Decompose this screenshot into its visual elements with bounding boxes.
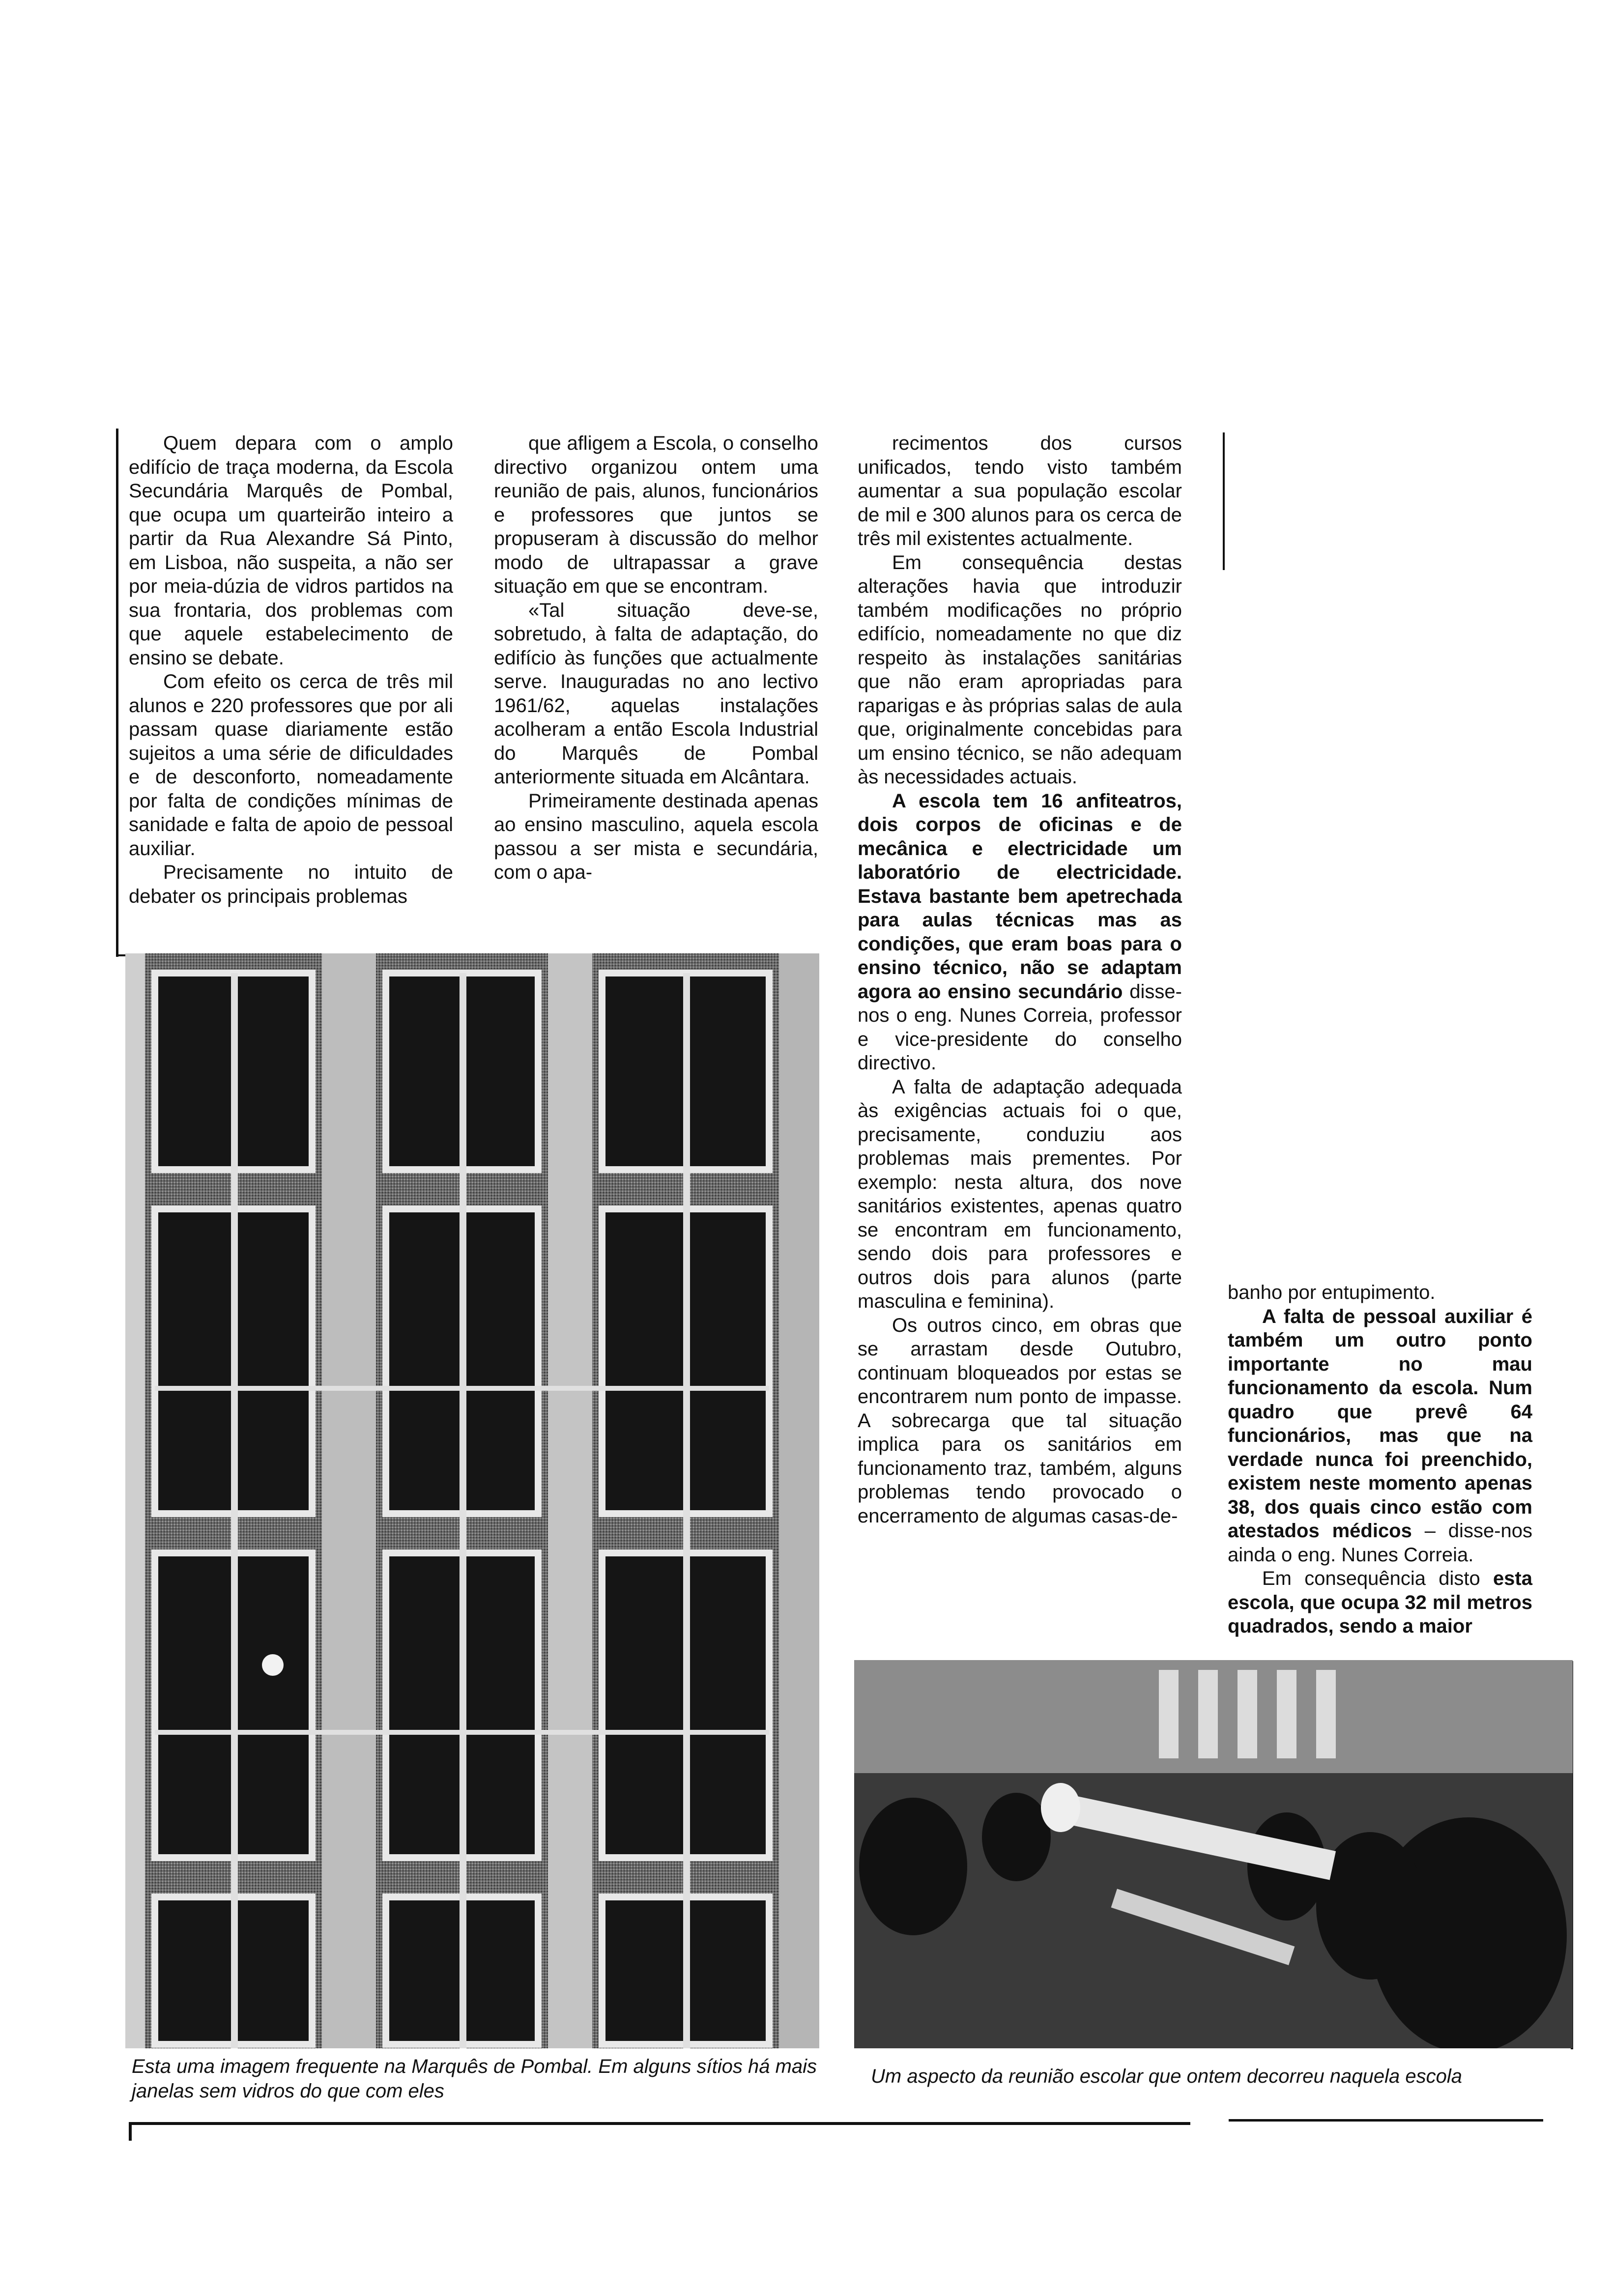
building-facade-image	[125, 953, 819, 2048]
paragraph: que afligem a Escola, o conselho directivo organizou ontem uma reunião de pais, alunos, funcionários e professores que juntos se propuseram à discussão do melhor modo de ultrapassar a grave situação em que se encontram.	[494, 432, 818, 597]
meeting-room-image	[854, 1660, 1573, 2048]
bold-text: A falta de pessoal auxiliar é também um outro ponto importante no mau funcionamento da escola. Num quadro que prevê 64 funcionários, mas que na verdade nunca foi preenchido, existem neste momento apenas 38, dos quais cinco estão com atestados médicos	[1228, 1305, 1532, 1542]
bold-text: esta escola, que ocupa 32 mil metros quadrados, sendo a maior	[1228, 1568, 1532, 1637]
building-photo	[125, 953, 819, 2048]
bold-text: A escola tem 16 anfiteatros, dois corpos de oficinas e de mecânica e electricidade um laboratório de electricidade. Estava bastante bem apetrechada para aulas técnicas mas as condições, que eram boas para o ensino técnico, não se adaptam agora ao ensino secundário	[858, 790, 1182, 1003]
bottom-rule-left	[129, 2122, 1190, 2125]
paragraph-tail: – disse-nos ainda o eng. Nunes Correia.	[1228, 1520, 1532, 1566]
bottom-left-tick	[129, 2122, 132, 2141]
paragraph: Quem depara com o amplo edifício de traça moderna, da Escola Secundária Marquês de Pombal, que ocupa um quarteirão inteiro a partir da Rua Alexandre Sá Pinto, em Lisboa, não suspeita, a não ser por meia-dúzia de vidros partidos na sua frontaria, dos problemas com que aquele estabelecimento de ensino se debate.	[129, 432, 453, 669]
paragraph: Em consequência destas alterações havia que introduzir também modificações no próprio edifício, nomeadamente no que diz respeito às instalações sanitárias que não eram apropriadas para raparigas e às próprias salas de aula que, originalmente concebidas para um ensino técnico, se não adequam às necessidades actuais.	[858, 551, 1182, 788]
paragraph: Precisamente no intuito de debater os principais problemas	[129, 861, 453, 907]
paragraph	[1228, 1567, 1532, 1638]
article-column-2	[494, 431, 818, 885]
article-column-1	[129, 431, 453, 908]
building-photo-caption: Esta uma imagem frequente na Marquês de Pombal. Em alguns sítios há mais janelas sem vidros do que com eles	[132, 2056, 817, 2102]
bottom-rule-right	[1229, 2119, 1543, 2122]
paragraph: Os outros cinco, em obras que se arrastam desde Outubro, continuam bloqueados por estas se encontrarem num ponto de impasse. A sobrecarga que tal situação implica para os sanitários em funcionamento traz, também, alguns problemas tendo provocado o encerramento de algumas casas-de-	[858, 1314, 1182, 1527]
meeting-photo-caption: Um aspecto da reunião escolar que ontem decorreu naquela escola	[871, 2066, 1462, 2087]
article-column-3	[858, 431, 1182, 1528]
paragraph-start: Em consequência disto	[1262, 1568, 1493, 1589]
paragraph: recimentos dos cursos unificados, tendo visto também aumentar a sua população escolar de mil e 300 alunos para os cerca de três mil existentes actualmente.	[858, 432, 1182, 549]
paragraph: Primeiramente destinada apenas ao ensino masculino, aquela escola passou a ser mista e secundária, com o apa-	[494, 790, 818, 883]
paragraph: A falta de adaptação adequada às exigências actuais foi o que, precisamente, conduziu aos problemas mais prementes. Por exemplo: nesta altura, dos nove sanitários existentes, apenas quatro se encontram em funcionamento, sendo dois para professores e outros dois para alunos (parte masculina e feminina).	[858, 1076, 1182, 1312]
meeting-photo	[854, 1660, 1573, 2048]
article-column-4	[1228, 1281, 1532, 1638]
paragraph-tail: disse-nos o eng. Nunes Correia, professor e vice-presidente do conselho directivo.	[858, 980, 1182, 1074]
paragraph-bold	[858, 789, 1182, 1075]
paragraph-bold	[1228, 1305, 1532, 1567]
paragraph: Com efeito os cerca de três mil alunos e 220 professores que por ali passam quase diariamente estão sujeitos a uma série de dificuldades e de desconforto, nomeadamente por falta de condições mínimas de sanidade e falta de apoio de pessoal auxiliar.	[129, 671, 453, 860]
right-border-rule	[1223, 432, 1225, 570]
paragraph: «Tal situação deve-se, sobretudo, à falta de adaptação, do edifício às funções que actualmente serve. Inauguradas no ano lectivo 1961/62, aquelas instalações acolheram a então Escola Industrial do Marquês de Pombal anteriormente situada em Alcântara.	[494, 599, 818, 788]
left-border-rule	[116, 429, 118, 957]
paragraph: banho por entupimento.	[1228, 1282, 1436, 1303]
